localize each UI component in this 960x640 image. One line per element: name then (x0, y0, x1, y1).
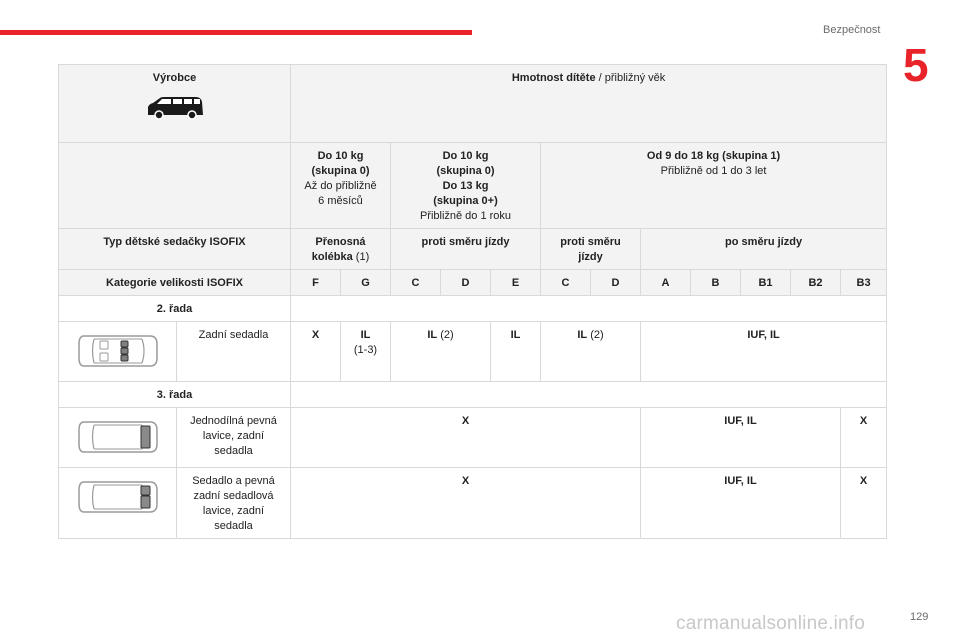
row-3-seat-bench-row (59, 468, 887, 539)
row-2-value-rear-1-main: IL (427, 329, 438, 341)
carrycot-note: (1) (352, 251, 370, 263)
rear-facing-cell-1: proti směru jízdy (391, 229, 541, 270)
group-0plus-age: Přibližně do 1 roku (419, 210, 512, 222)
rear-facing-cell-2 (541, 229, 641, 270)
row-2-value-forward: IUF, IL (641, 322, 887, 382)
row-3-bench-row (59, 408, 887, 468)
row-3-title-empty (291, 382, 887, 408)
row-3-seat-bench-label (177, 468, 291, 539)
row-2-value-rear-2-note: (2) (587, 329, 604, 341)
page-number: 129 (910, 611, 929, 623)
group-0-age-1: Až do přibližně (304, 180, 377, 192)
row-2-value-carrycot: X (291, 322, 341, 382)
row-3-bench-diagram-cell (59, 408, 177, 468)
isofix-table-wrapper (58, 64, 886, 539)
weight-label: Hmotnost dítěte (511, 72, 596, 84)
group-0plus-weight-2: Do 13 kg (442, 180, 489, 192)
row-3-seat-bench-value-3: X (841, 468, 887, 539)
chapter-number: 5 (903, 39, 929, 91)
size-class-cell: A (641, 270, 691, 296)
row-3-title-row (59, 382, 887, 408)
row-2-value-rear-2 (541, 322, 641, 382)
row-3-bench-label-2: lavice, zadní (202, 430, 265, 442)
row-3-bench-value-3: X (841, 408, 887, 468)
car-top-view-bench-icon (76, 416, 160, 458)
size-class-cell: F (291, 270, 341, 296)
isofix-table (58, 64, 887, 539)
row-2-car-diagram-cell (59, 322, 177, 382)
carrycot-label-2: kolébka (311, 251, 353, 263)
size-class-cell: G (341, 270, 391, 296)
manufacturer-cell (59, 65, 291, 143)
size-class-cell: E (491, 270, 541, 296)
row-3-seat-bench-diagram-cell (59, 468, 177, 539)
row-2-title-empty (291, 296, 887, 322)
header-accent-bar (0, 30, 472, 35)
size-class-cell: D (591, 270, 641, 296)
group-1-cell (541, 143, 887, 229)
car-top-view-seat-bench-icon (76, 476, 160, 518)
size-class-cell: B2 (791, 270, 841, 296)
row-3-seat-bench-label-4: sedadla (214, 520, 253, 532)
group-1-weight: Od 9 do 18 kg (skupina 1) (646, 150, 781, 162)
row-2-seats-row (59, 322, 887, 382)
row-2-seat-label: Zadní sedadla (177, 322, 291, 382)
group-0plus-name-2: (skupina 0+) (433, 195, 498, 207)
row-3-seat-bench-label-3: lavice, zadní (202, 505, 265, 517)
size-class-cell: C (391, 270, 441, 296)
manufacturer-label: Výrobce (152, 72, 197, 84)
row-2-value-g0-note: (1-3) (353, 344, 378, 356)
forward-facing-cell: po směru jízdy (641, 229, 887, 270)
carrycot-cell (291, 229, 391, 270)
size-class-row (59, 270, 887, 296)
row-3-bench-label-1: Jednodílná pevná (190, 415, 277, 427)
row-2-value-rear-1-note: (2) (437, 329, 454, 341)
row-3-title: 3. řada (59, 382, 291, 408)
group-0plus-name-1: (skupina 0) (436, 165, 495, 177)
size-class-cell: B3 (841, 270, 887, 296)
groups-empty-cell (59, 143, 291, 229)
group-0plus-cell (391, 143, 541, 229)
row-2-value-rear-e: IL (491, 322, 541, 382)
groups-row (59, 143, 887, 229)
row-3-bench-label (177, 408, 291, 468)
rear-facing-2-label-1: proti směru (560, 236, 621, 248)
car-top-view-row2-icon (76, 330, 160, 372)
header-row (59, 65, 887, 143)
size-class-cell: B1 (741, 270, 791, 296)
row-3-seat-bench-label-1: Sedadlo a pevná (192, 475, 275, 487)
age-label: / přibližný věk (595, 72, 666, 84)
group-0plus-weight-1: Do 10 kg (442, 150, 489, 162)
group-0-name: (skupina 0) (311, 165, 370, 177)
row-2-value-g0-main: IL (360, 329, 371, 341)
row-3-seat-bench-label-2: zadní sedadlová (193, 490, 274, 502)
group-0-age-2: 6 měsíců (318, 195, 363, 207)
seat-type-row (59, 229, 887, 270)
row-3-seat-bench-value-1: X (291, 468, 641, 539)
row-2-value-g0 (341, 322, 391, 382)
van-icon (146, 94, 204, 120)
group-1-age: Přibližně od 1 do 3 let (660, 165, 767, 177)
row-3-seat-bench-value-2: IUF, IL (641, 468, 841, 539)
rear-facing-2-label-2: jízdy (578, 251, 603, 263)
size-class-cell: D (441, 270, 491, 296)
row-2-value-rear-2-main: IL (577, 329, 588, 341)
row-2-value-rear-1 (391, 322, 491, 382)
carrycot-label-1: Přenosná (315, 236, 366, 248)
section-title: Bezpečnost (823, 24, 881, 36)
row-3-bench-value-1: X (291, 408, 641, 468)
watermark: carmanualsonline.info (676, 613, 866, 634)
weight-age-cell (291, 65, 887, 143)
row-3-bench-label-3: sedadla (214, 445, 253, 457)
group-0-weight: Do 10 kg (317, 150, 364, 162)
row-3-bench-value-2: IUF, IL (641, 408, 841, 468)
seat-type-label: Typ dětské sedačky ISOFIX (59, 229, 291, 270)
group-0-cell (291, 143, 391, 229)
row-2-title-row (59, 296, 887, 322)
size-class-cell: C (541, 270, 591, 296)
size-class-cell: B (691, 270, 741, 296)
size-class-label: Kategorie velikosti ISOFIX (59, 270, 291, 296)
row-2-title: 2. řada (59, 296, 291, 322)
